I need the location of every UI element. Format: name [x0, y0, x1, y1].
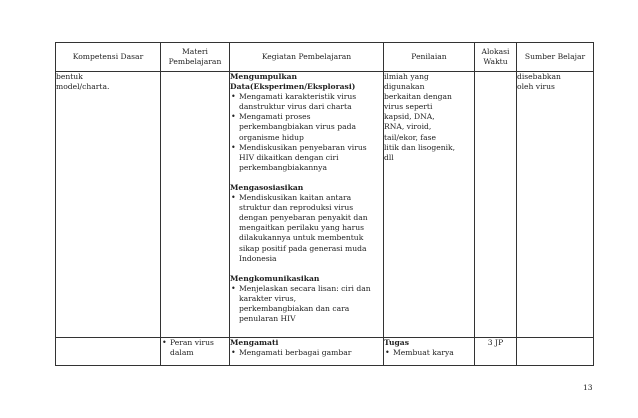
cell-kegiatan — [230, 72, 384, 338]
list-item: • Mengamati karakteristik virus danstruktur virus dari charta — [230, 92, 383, 112]
cell-kompetensi-dasar: bentuk model/charta. — [56, 72, 161, 338]
cell-penilaian: ilmiah yang digunakan berkaitan dengan virus seperti kapsid, DNA, RNA, viroid, tail/ekor, fase litik dan lisogenik, dll — [384, 72, 475, 338]
table-row — [56, 72, 594, 338]
activity-list — [230, 92, 383, 173]
cell-kompetensi-empty — [56, 338, 161, 366]
list-item: • Mengamati berbagai gambar — [230, 348, 383, 358]
list-item: • Peran virus dalam — [161, 338, 229, 358]
header-sumber-belajar: Sumber Belajar — [517, 43, 594, 72]
section-title-mengamati: Mengamati — [230, 338, 279, 347]
activity-list — [230, 284, 383, 324]
section-title-tugas: Tugas — [384, 338, 409, 347]
cell-alokasi: 3 JP — [475, 338, 517, 366]
section-title-mengkomunikasikan: Mengkomunikasikan — [230, 273, 320, 283]
cell-sumber-empty — [517, 338, 594, 366]
list-item: • Mendiskusikan penyebaran virus HIV dikaitkan dengan ciri perkembangbiakannya — [230, 143, 383, 173]
list-item: • Membuat karya — [384, 348, 474, 358]
table-row — [56, 338, 594, 366]
section-subtitle-data: Data(Eksperimen/Eksplorasi) — [230, 82, 356, 92]
list-item: • Menjelaskan secara lisan: ciri dan karakter virus, perkembangbiakan dan cara penularan HIV — [230, 284, 383, 324]
cell-materi-empty — [161, 72, 230, 338]
cell-penilaian — [384, 338, 475, 366]
list-item: • Mengamati proses perkembangbiakan virus pada organisme hidup — [230, 112, 383, 142]
cell-kegiatan — [230, 338, 384, 366]
activity-list — [230, 193, 383, 264]
header-materi-pembelajaran: Materi Pembelajaran — [161, 43, 230, 72]
cell-materi — [161, 338, 230, 366]
page-number: 13 — [583, 383, 593, 392]
table-header-row — [56, 43, 594, 72]
header-alokasi-waktu: Alokasi Waktu — [475, 43, 517, 72]
cell-sumber-belajar: disebabkan oleh virus — [517, 72, 594, 338]
cell-alokasi-empty — [475, 72, 517, 338]
section-title-mengumpulkan: Mengumpulkan — [230, 72, 298, 81]
header-kompetensi-dasar: Kompetensi Dasar — [56, 43, 161, 72]
header-kegiatan-pembelajaran: Kegiatan Pembelajaran — [230, 43, 384, 72]
section-title-mengasosiasikan: Mengasosiasikan — [230, 182, 304, 192]
syllabus-table — [55, 42, 594, 366]
list-item: • Mendiskusikan kaitan antara struktur dan reproduksi virus dengan penyebaran penyakit dan mengaitkan perilaku yang harus dilakukannya untuk membentuk sikap positif pada generasi muda Indonesia — [230, 193, 383, 264]
header-penilaian: Penilaian — [384, 43, 475, 72]
